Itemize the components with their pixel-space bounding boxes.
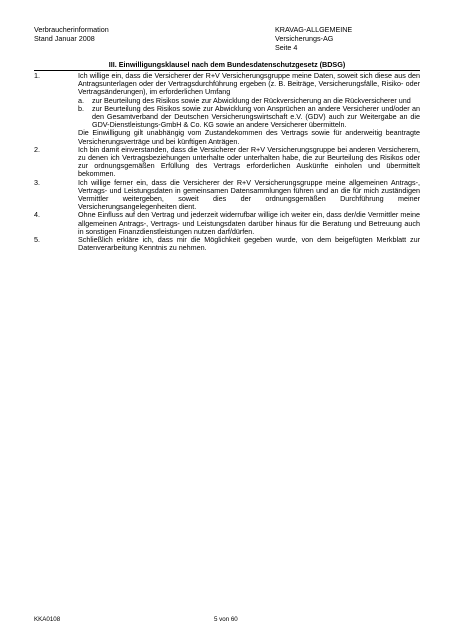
- item-body: [78, 179, 420, 212]
- header-left-line: Verbraucherinformation: [34, 25, 109, 34]
- sub-item-label: b.: [78, 103, 84, 113]
- sub-item: [78, 105, 420, 130]
- header-right-line: Versicherungs-AG: [275, 34, 334, 43]
- item-body: [78, 211, 420, 236]
- item-text: Ohne Einfluss auf den Vertrag und jederzeit widerrufbar willige ich weiter ein, dass der/die Vermittler meine allgemeinen Antrags-, Vertrags- und Leistungsdaten darüber hinaus für die Beratung und Betreuung auch in sonstigen Finanzdienstleistungen nutzen darf/dürfen.: [78, 210, 420, 236]
- header-right: [275, 25, 352, 52]
- sub-item-text: zur Beurteilung des Risikos sowie zur Abwicklung von Ansprüchen an andere Versicherer und/oder an den Gesamtverband der Deutschen Versicherungswirtschaft e.V. (GDV) auch zur Weitergabe an die GDV-Dienstleistungs-GmbH & Co. KG sowie an andere Versicherer übermitteln.: [92, 103, 420, 130]
- list-item: [34, 146, 420, 179]
- header-right-line: KRAVAG-ALLGEMEINE: [275, 25, 353, 34]
- item-body: [78, 72, 420, 146]
- item-number: 4.: [34, 210, 40, 220]
- sub-item-label: a.: [78, 95, 84, 105]
- item-number: 2.: [34, 144, 40, 154]
- list-item: [34, 211, 420, 236]
- footer-code: KKA0108: [34, 616, 61, 623]
- item-number: 5.: [34, 235, 40, 245]
- list-item: [34, 179, 420, 212]
- section-title: III. Einwilligungsklausel nach dem Bundesdatenschutzgesetz (BDSG): [34, 60, 420, 71]
- list-item: [34, 236, 420, 252]
- list-item: [34, 72, 420, 146]
- item-text: Ich willige ferner ein, dass die Versicherer der R+V Versicherungsgruppe meine allgemeinen Antrags-, Vertrags- und Leistungsdaten in gemeinsamen Datensammlungen führen und an die für mich zuständigen Vermittler weitergeben, soweit dies der ordnungsgemäßen Durchführung meiner Versicherungsangelegenheiten dient.: [78, 177, 420, 212]
- header-left: [34, 25, 109, 43]
- clause-list: [34, 72, 420, 252]
- item-text: Schließlich erkläre ich, dass mir die Möglichkeit gegeben wurde, von dem beigefügten Merkblatt zur Datenverarbeitung Kenntnis zu nehmen.: [78, 235, 420, 253]
- header-right-line: Seite 4: [275, 43, 298, 52]
- item-text: Ich willige ein, dass die Versicherer der R+V Versicherungsgruppe meine Daten, soweit sich diese aus den Antragsunterlagen oder der Vertragsdurchführung ergeben (z. B. Beiträge, Versicherungsfälle, Risiko- oder Vertragsänderungen), im erforderlichen Umfang: [78, 71, 420, 97]
- item-body: [78, 146, 420, 179]
- item-text: Ich bin damit einverstanden, dass die Versicherer der R+V Versicherungsgruppe bei anderen Versicherern, zu denen ich Vertragsbeziehungen unterhalte oder unterhalten habe, die zur Beurteilung des Risikos oder zur ordnungsgemäßen Erfüllung des Vertrags erforderlichen Auskünfte einholen und übermittelt bekommen.: [78, 144, 420, 179]
- sub-item-text: zur Beurteilung des Risikos sowie zur Abwicklung der Rückversicherung an die Rückversicherer und: [92, 95, 411, 105]
- item-number: 1.: [34, 71, 40, 80]
- header-left-line: Stand Januar 2008: [34, 34, 95, 43]
- item-after-text: Die Einwilligung gilt unabhängig vom Zustandekommen des Vertrags sowie für anderweitig beantragte Versicherungsverträge und bei künftigen Anträgen.: [78, 128, 420, 146]
- footer-page-number: 5 von 60: [214, 616, 238, 623]
- item-number: 3.: [34, 177, 40, 187]
- item-body: [78, 236, 420, 252]
